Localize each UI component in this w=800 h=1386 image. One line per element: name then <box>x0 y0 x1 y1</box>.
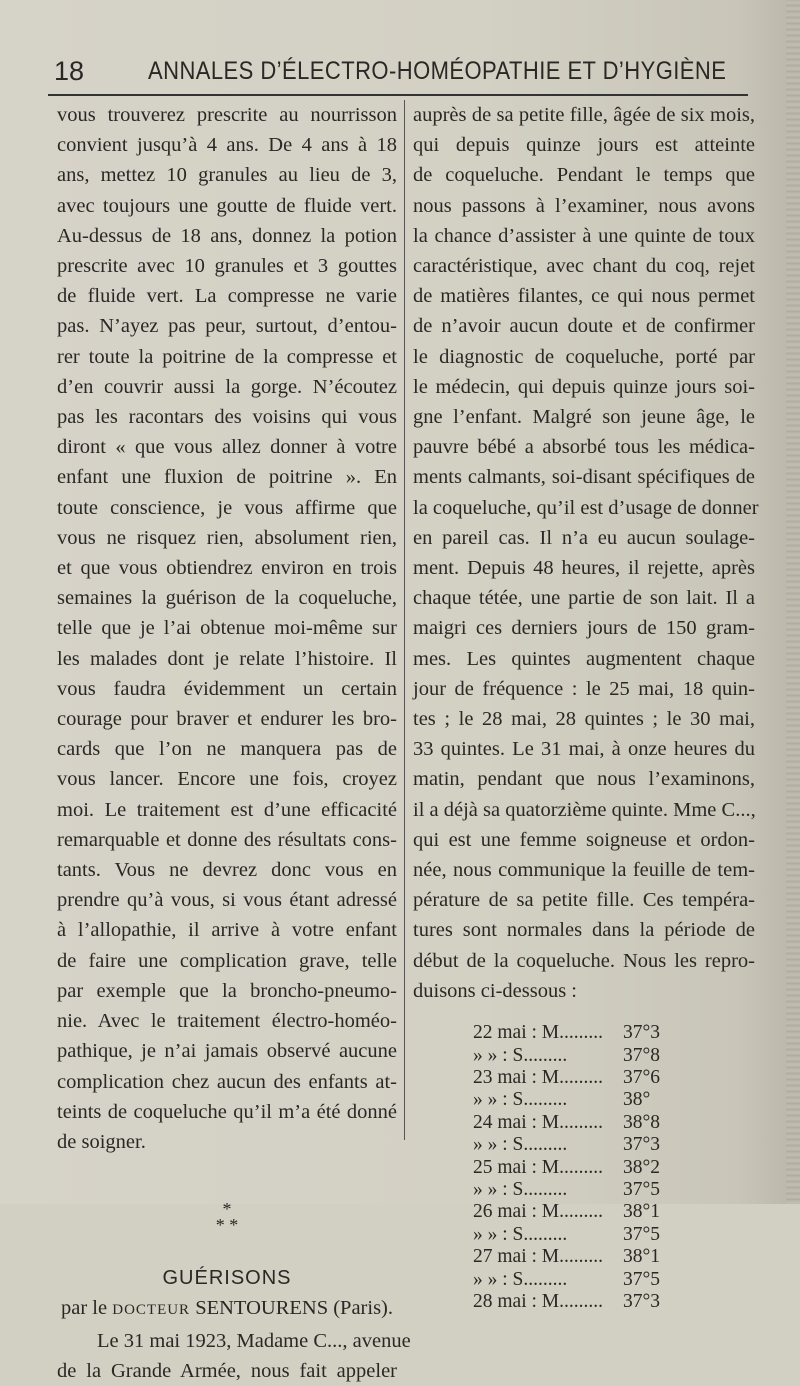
right-column <box>413 100 759 1313</box>
temperature-row <box>473 1246 723 1268</box>
temperature-row <box>473 1045 723 1067</box>
text-line: de coqueluche. Pendant le temps que <box>413 164 755 187</box>
text-line: par exemple que la broncho-pneumo- <box>57 979 397 1002</box>
temperature-date: 26 mai : M......... <box>473 1201 603 1223</box>
left-column <box>57 100 411 1386</box>
text-line: pérature de sa petite fille. Ces tempéra- <box>413 889 755 912</box>
page-number: 18 <box>54 56 85 86</box>
text-line: enfant une fluxion de poitrine ». En <box>57 466 397 489</box>
text-line: ment. Depuis 48 heures, il rejette, après <box>413 557 755 580</box>
text-line: pathique, je n’ai jamais observé aucune <box>57 1040 397 1063</box>
temperature-value: 37°3 <box>623 1290 661 1312</box>
text-line: née, nous communique la feuille de tem- <box>413 859 755 882</box>
text-line: de faire une complication grave, telle <box>57 949 397 972</box>
text-line: Le 31 mai 1923, Madame C..., avenue <box>97 1329 411 1352</box>
text-line: début de la coqueluche. Nous les repro- <box>413 949 755 972</box>
text-line: Au-dessus de 18 ans, donnez la potion <box>57 224 397 247</box>
temperature-value: 37°8 <box>623 1044 661 1066</box>
temperature-value: 37°5 <box>623 1178 661 1200</box>
text-line: et que vous obtiendrez environ en trois <box>57 557 397 580</box>
temperature-row <box>473 1067 723 1089</box>
temperature-row <box>473 1022 723 1044</box>
byline-name: SENTOURENS (Paris). <box>195 1297 393 1320</box>
text-line: teints de coqueluche qu’il m’a été donné <box>57 1100 397 1123</box>
text-line: rer toute la poitrine de la compresse et <box>57 345 397 368</box>
temperature-date: 23 mai : M......... <box>473 1066 603 1088</box>
temperature-row <box>473 1179 723 1201</box>
temperature-value: 37°5 <box>623 1268 661 1290</box>
text-line: ans, mettez 10 granules au lieu de 3, <box>57 164 397 187</box>
text-line: à l’allopathie, il arrive à votre enfant <box>57 919 397 942</box>
temperature-row <box>473 1089 723 1111</box>
text-line: en pareil cas. Il n’a eu aucun soulage- <box>413 526 755 549</box>
text-line: pas les racontars des voisins qui vous <box>57 406 397 429</box>
temperature-value: 38°8 <box>623 1111 661 1133</box>
text-line: qui depuis quinze jours est atteinte <box>413 134 755 157</box>
section-separator <box>57 1199 397 1236</box>
temperature-row <box>473 1291 723 1313</box>
text-line: prendre qu’à vous, si vous étant adressé <box>57 889 397 912</box>
temperature-row <box>473 1134 723 1156</box>
temperature-value: 37°3 <box>623 1022 661 1044</box>
right-column-text <box>413 100 759 1006</box>
temperature-date: 25 mai : M......... <box>473 1156 603 1178</box>
text-line: la coqueluche, qu’il est d’usage de donner <box>413 496 759 519</box>
text-line: tures sont normales dans la période de <box>413 919 755 942</box>
text-line: vous faudra évidemment un certain <box>57 677 397 700</box>
text-line: moi. Le traitement est d’une efficacité <box>57 798 397 821</box>
text-line: pauvre bébé a absorbé tous les médica- <box>413 436 755 459</box>
text-line: courage pour braver et endurer les bro- <box>57 708 397 731</box>
text-line: remarquable et donne des résultats cons- <box>57 828 397 851</box>
temperature-date: » » : S......... <box>473 1268 568 1290</box>
temperature-value: 38°2 <box>623 1156 661 1178</box>
temperature-row <box>473 1157 723 1179</box>
temperature-row <box>473 1112 723 1134</box>
text-line: duisons ci-dessous : <box>413 979 577 1002</box>
text-line: de matières filantes, ce qui nous permet <box>413 285 755 308</box>
text-line: jour de fréquence : le 25 mai, 18 quin- <box>413 677 755 700</box>
text-line: nous passons à l’examiner, nous avons <box>413 194 755 217</box>
text-line: nie. Avec le traitement électro-homéo- <box>57 1010 397 1033</box>
text-line: cards que l’on ne manquera pas de <box>57 738 397 761</box>
text-line: chaque tétée, une partie de son lait. Il a <box>413 587 755 610</box>
temperature-date: » » : S......... <box>473 1134 568 1156</box>
temperature-date: 27 mai : M......... <box>473 1246 603 1268</box>
text-line: vous lancer. Encore une fois, croyez <box>57 768 397 791</box>
temperature-value: 37°6 <box>623 1066 661 1088</box>
section-heading: GUÉRISONS <box>162 1267 292 1290</box>
text-line: maigri ces derniers jours de 150 gram- <box>413 617 755 640</box>
text-line: tes ; le 28 mai, 28 quintes ; le 30 mai, <box>413 708 755 731</box>
temperature-date: 22 mai : M......... <box>473 1022 603 1044</box>
text-line: vous ne risquez rien, absolument rien, <box>57 526 397 549</box>
separator-star-top: * <box>222 1199 232 1220</box>
text-line: pas. N’ayez pas peur, surtout, d’entou- <box>57 315 397 338</box>
text-line: de fluide vert. La compresse ne varie <box>57 285 397 308</box>
text-line: gne l’enfant. Malgré son jeune âge, le <box>413 406 755 429</box>
temperature-date: » » : S......... <box>473 1044 568 1066</box>
text-line: auprès de sa petite fille, âgée de six mois, <box>413 104 755 126</box>
temperature-date: 24 mai : M......... <box>473 1111 603 1133</box>
temperature-date: » » : S......... <box>473 1223 568 1245</box>
temperature-row <box>473 1269 723 1291</box>
running-title: ANNALES D’ÉLECTRO-HOMÉOPATHIE ET D’HYGIÈNE <box>148 57 727 85</box>
temperature-date: » » : S......... <box>473 1089 568 1111</box>
temperature-table <box>473 1022 723 1313</box>
text-line: semaines la guérison de la coqueluche, <box>57 587 397 610</box>
text-line: matin, pendant que nous l’examinons, <box>413 768 755 791</box>
page-header <box>48 54 748 96</box>
temperature-date: 28 mai : M......... <box>473 1290 603 1312</box>
temperature-value: 38°1 <box>623 1246 661 1268</box>
temperature-value: 37°5 <box>623 1223 661 1245</box>
text-line: de soigner. <box>57 1130 146 1153</box>
text-line: vous trouverez prescrite au nourrisson <box>57 104 397 126</box>
left-column-text <box>57 100 397 1157</box>
byline <box>57 1293 397 1325</box>
text-line: mes. Les quintes augmentent chaque <box>413 647 755 670</box>
temperature-date: » » : S......... <box>473 1178 568 1200</box>
text-line: convient jusqu’à 4 ans. De 4 ans à 18 <box>57 134 397 157</box>
text-line: caractéristique, avec chant du coq, rejet <box>413 255 755 278</box>
text-line: qui est une femme soigneuse et ordon- <box>413 828 755 851</box>
text-line: telle que je l’ai obtenue moi-même sur <box>57 617 397 640</box>
text-line: il a déjà sa quatorzième quinte. Mme C..., <box>413 798 756 821</box>
temperature-row <box>473 1201 723 1223</box>
page-edge <box>786 0 800 1204</box>
byline-title: DOCTEUR <box>112 1302 191 1319</box>
left-column-after-text <box>57 1326 411 1386</box>
text-line: tants. Vous ne devrez donc vous en <box>57 859 397 882</box>
text-line: prescrite avec 10 granules et 3 gouttes <box>57 255 397 278</box>
text-line: diront « que vous allez donner à votre <box>57 436 397 459</box>
temperature-value: 37°3 <box>623 1134 661 1156</box>
separator-stars-bottom: * * <box>215 1215 239 1236</box>
text-line: avec toujours une goutte de fluide vert. <box>57 194 397 217</box>
text-line: le diagnostic de coqueluche, porté par <box>413 345 755 368</box>
temperature-value: 38°1 <box>623 1201 661 1223</box>
temperature-value: 38° <box>623 1089 651 1111</box>
text-line: d’en couvrir aussi la gorge. N’écoutez <box>57 375 397 398</box>
text-line: de n’avoir aucun doute et de confirmer <box>413 315 755 338</box>
text-line: le médecin, qui depuis quinze jours soi- <box>413 375 755 398</box>
text-line: de la Grande Armée, nous fait appeler <box>57 1359 397 1382</box>
byline-prefix: par le <box>61 1297 108 1320</box>
text-line: toute conscience, je vous affirme que <box>57 496 397 519</box>
temperature-row <box>473 1224 723 1246</box>
text-line: 33 quintes. Le 31 mai, à onze heures du <box>413 738 755 761</box>
text-line: les malades dont je relate l’histoire. Il <box>57 647 397 670</box>
text-line: complication chez aucun des enfants at- <box>57 1070 397 1093</box>
text-line: la chance d’assister à une quinte de toux <box>413 224 755 247</box>
column-divider <box>404 100 405 1140</box>
text-line: ments calmants, soi-disant spécifiques de <box>413 466 755 489</box>
